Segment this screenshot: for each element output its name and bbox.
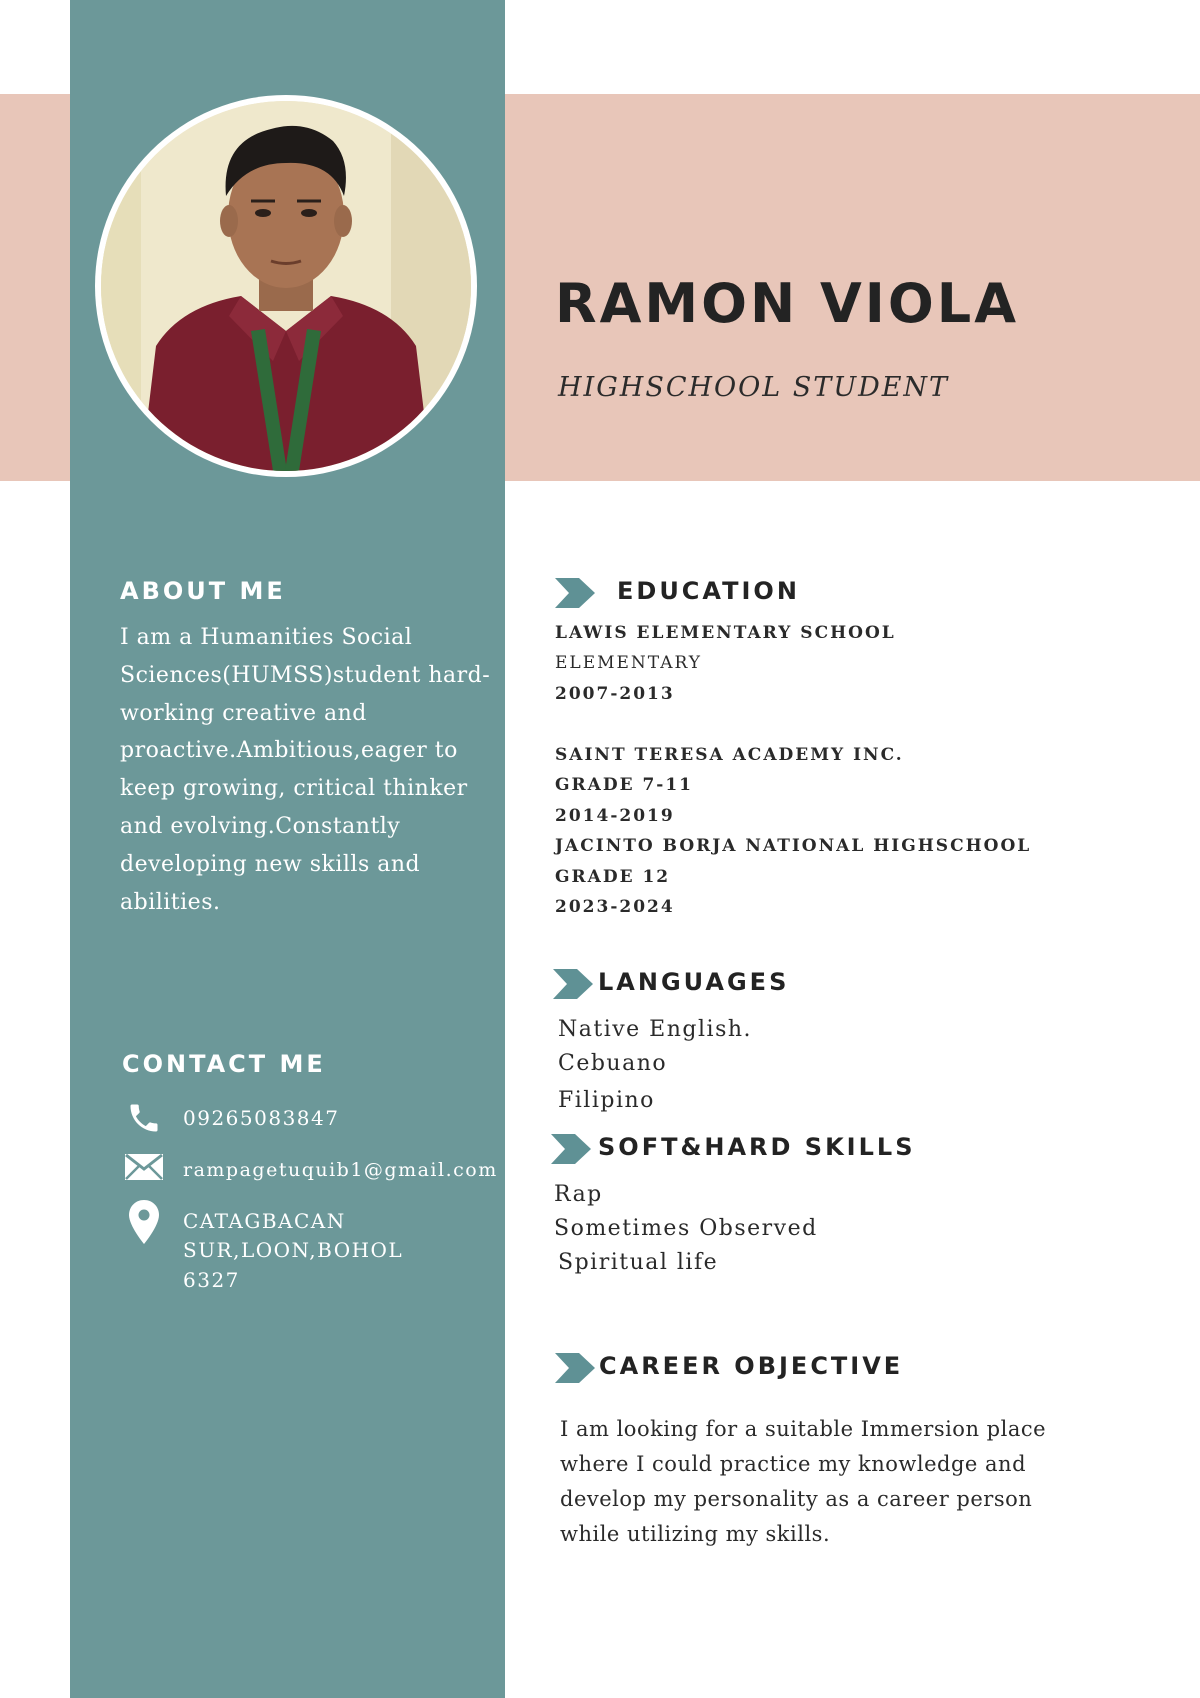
edu-level-2: GRADE 7-11 bbox=[555, 775, 693, 795]
edu-school-3: JACINTO BORJA NATIONAL HIGHSCHOOL bbox=[555, 836, 1032, 856]
language-item: Native English. bbox=[558, 1017, 753, 1042]
career-heading: CAREER OBJECTIVE bbox=[599, 1352, 904, 1380]
edu-years-1: 2007-2013 bbox=[555, 684, 675, 704]
edu-school-2: SAINT TERESA ACADEMY INC. bbox=[555, 745, 904, 765]
edu-level-1: ELEMENTARY bbox=[555, 653, 702, 673]
career-objective-text: I am looking for a suitable Immersion place where I could practice my knowledge and develop my personality as a career person while utilizing my skills. bbox=[560, 1417, 1047, 1546]
edu-years-3: 2023-2024 bbox=[555, 897, 675, 917]
contact-email[interactable]: rampagetuquib1@gmail.com bbox=[183, 1159, 498, 1181]
contact-address-line2: SUR,LOON,BOHOL bbox=[183, 1238, 404, 1262]
chevron-arrow-icon bbox=[551, 1132, 595, 1166]
languages-heading: LANGUAGES bbox=[598, 968, 790, 996]
skill-item: Rap bbox=[554, 1182, 603, 1207]
chevron-arrow-icon bbox=[555, 1351, 599, 1385]
edu-school-1: LAWIS ELEMENTARY SCHOOL bbox=[555, 623, 896, 643]
chevron-arrow-icon bbox=[555, 576, 599, 610]
edu-years-2: 2014-2019 bbox=[555, 806, 675, 826]
about-heading: ABOUT ME bbox=[120, 577, 286, 605]
profile-photo-illustration bbox=[101, 101, 471, 471]
contact-address-line3: 6327 bbox=[183, 1268, 240, 1292]
skill-item: Spiritual life bbox=[558, 1250, 719, 1275]
skills-heading: SOFT&HARD SKILLS bbox=[598, 1133, 916, 1161]
edu-level-3: GRADE 12 bbox=[555, 867, 671, 887]
phone-icon bbox=[126, 1100, 162, 1136]
education-heading: EDUCATION bbox=[617, 577, 800, 605]
about-text: I am a Humanities Social Sciences(HUMSS)student hard-working creative and proactive.Ambitious,eager to keep growing, critical thinker and evolving.Constantly developing new skills and abilities. bbox=[120, 625, 491, 915]
language-item: Cebuano bbox=[558, 1051, 668, 1076]
skill-item: Sometimes Observed bbox=[554, 1216, 818, 1241]
language-item: Filipino bbox=[558, 1088, 655, 1113]
profile-photo bbox=[101, 101, 471, 471]
profile-photo-frame bbox=[95, 95, 477, 477]
contact-heading: CONTACT ME bbox=[122, 1050, 326, 1078]
candidate-name: RAMON VIOLA bbox=[555, 272, 1019, 335]
location-pin-icon bbox=[128, 1200, 160, 1244]
candidate-title: HIGHSCHOOL STUDENT bbox=[558, 372, 950, 403]
contact-address-line1: CATAGBACAN bbox=[183, 1209, 346, 1233]
email-icon bbox=[124, 1152, 164, 1188]
contact-phone[interactable]: 09265083847 bbox=[183, 1106, 340, 1130]
chevron-arrow-icon bbox=[553, 967, 597, 1001]
